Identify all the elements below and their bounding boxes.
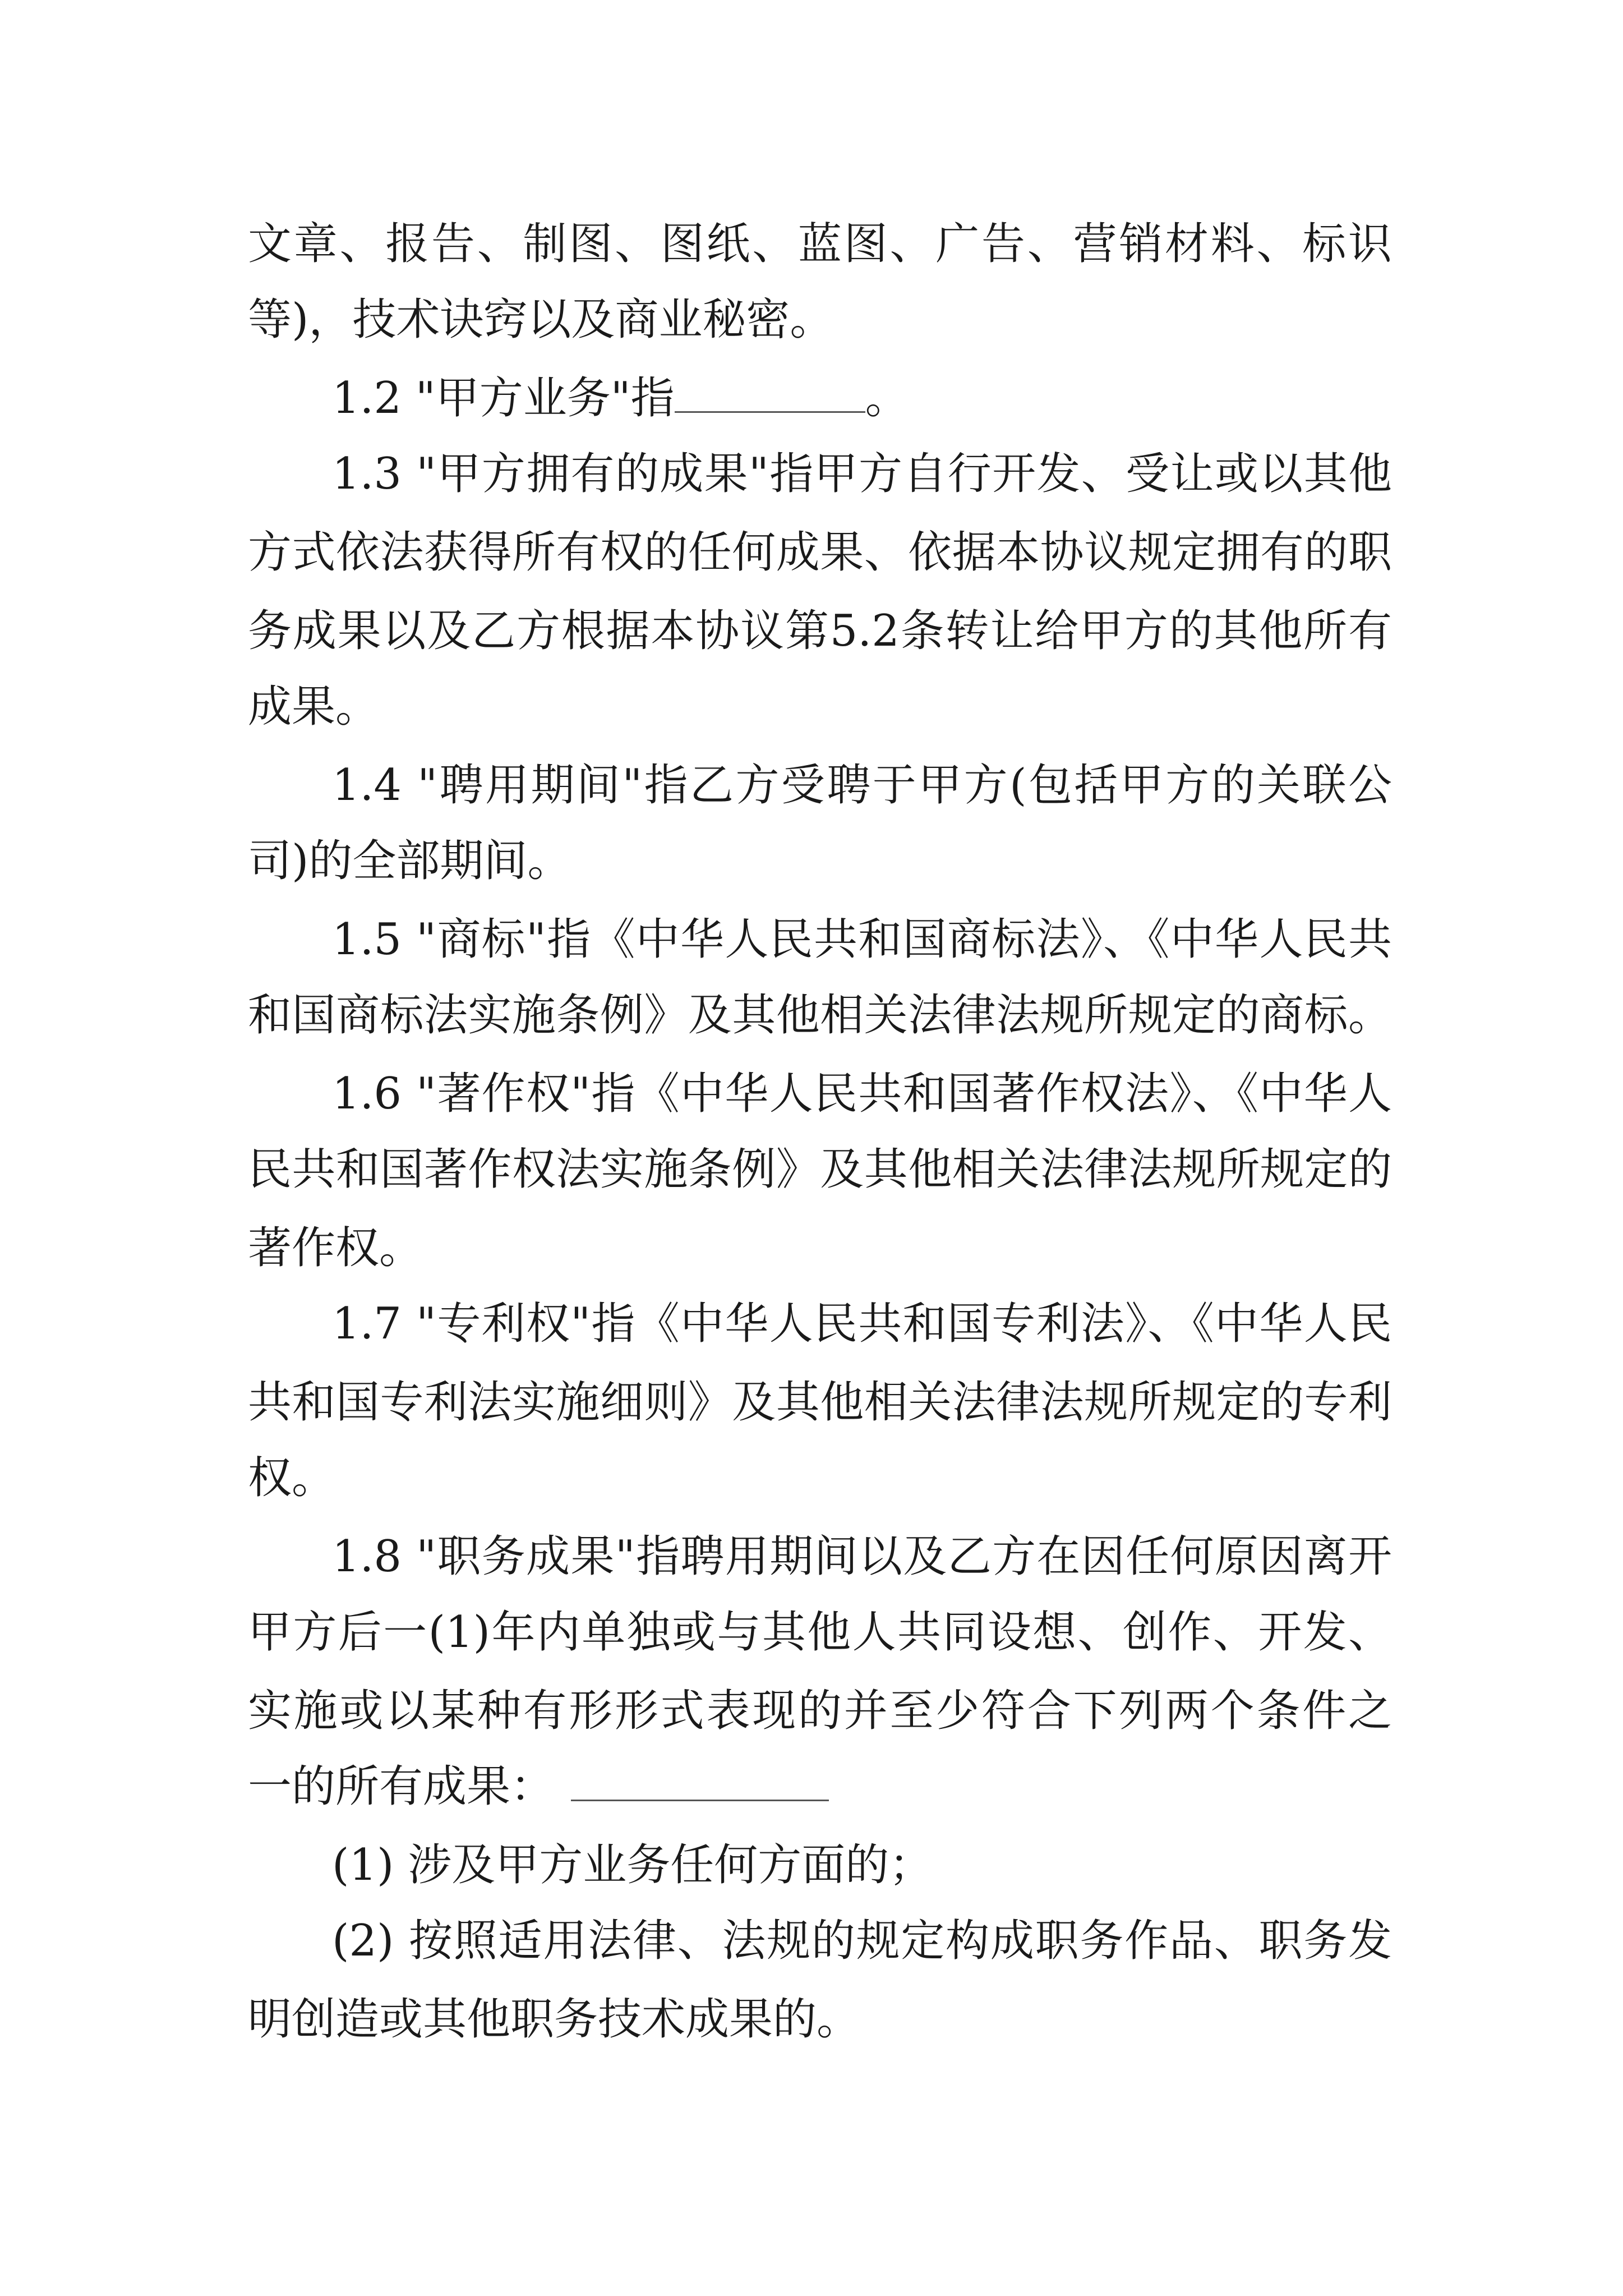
text-line: 甲方后一(1)年内单独或与其他人共同设想、创作、开发、 xyxy=(248,1607,1392,1658)
clause-1-2 xyxy=(332,359,1392,438)
text-line: 1.8 "职务成果"指聘用期间以及乙方在因任何原因离开 xyxy=(332,1531,1392,1582)
text-line: (1) 涉及甲方业务任何方面的； xyxy=(332,1840,933,1890)
text-line: 1.3 "甲方拥有的成果"指甲方自行开发、受让或以其他 xyxy=(332,449,1392,499)
text-line: 司)的全部期间。 xyxy=(248,836,571,886)
clause-text: 。 xyxy=(865,373,909,424)
text-line: 1.5 "商标"指《中华人民共和国商标法》、《中华人民共 xyxy=(332,914,1392,965)
clause-1-8-end xyxy=(248,1747,1392,1826)
text-line: 等)，技术诀窍以及商业秘密。 xyxy=(248,295,834,345)
clause-text: 1.2 "甲方业务"指 xyxy=(332,373,675,424)
text-line: 文章、报告、制图、图纸、蓝图、广告、营销材料、标识 xyxy=(248,219,1392,269)
fill-in-blank xyxy=(571,1766,829,1801)
text-line: 务成果以及乙方根据本协议第5.2条转让给甲方的其他所有 xyxy=(248,606,1392,656)
text-line: 1.6 "著作权"指《中华人民共和国著作权法》、《中华人 xyxy=(332,1069,1392,1119)
text-line: 方式依法获得所有权的任何成果、依据本协议规定拥有的职 xyxy=(248,527,1392,578)
text-line: 共和国专利法实施细则》及其他相关法律法规所规定的专利 xyxy=(248,1377,1392,1428)
text-line: 和国商标法实施条例》及其他相关法律法规所规定的商标。 xyxy=(248,990,1392,1041)
fill-in-blank xyxy=(675,378,865,413)
text-line: 成果。 xyxy=(248,682,380,732)
text-line: 1.4 "聘用期间"指乙方受聘于甲方(包括甲方的关联公 xyxy=(332,760,1392,811)
text-line: 民共和国著作权法实施条例》及其他相关法律法规所规定的 xyxy=(248,1144,1392,1195)
text-line: 明创造或其他职务技术成果的。 xyxy=(248,1994,861,2045)
text-line: 实施或以某种有形形式表现的并至少符合下列两个条件之 xyxy=(248,1686,1392,1736)
text-line: (2) 按照适用法律、法规的规定构成职务作品、职务发 xyxy=(332,1916,1392,1966)
text-line: 1.7 "专利权"指《中华人民共和国专利法》、《中华人民 xyxy=(332,1299,1392,1349)
clause-text: 一的所有成果： xyxy=(248,1761,555,1812)
text-line: 著作权。 xyxy=(248,1223,423,1273)
text-line: 权。 xyxy=(248,1453,336,1503)
